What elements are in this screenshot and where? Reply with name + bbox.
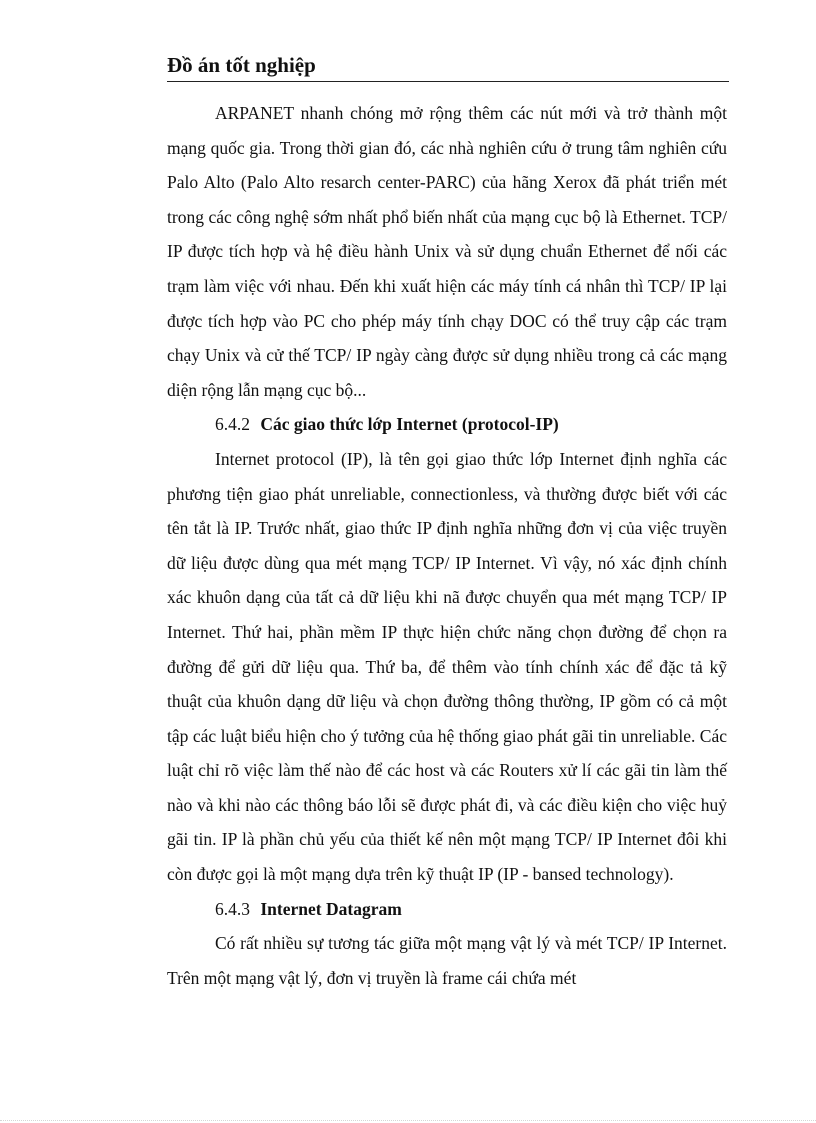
page-header-title: Đồ án tốt nghiệp (167, 53, 316, 77)
paragraph-internet-protocol: Internet protocol (IP), là tên gọi giao thức lớp Internet định nghĩa các phương tiện giao phát unreliable, connectionless, và thường được biết với các tên tắt là IP. Trước nhất, giao thức IP định nghĩa những đơn vị của việc truyền dữ liệu được dùng qua mét mạng TCP/ IP Internet. Vì vậy, nó xác định chính xác khuôn dạng của tất cả dữ liệu khi nã được chuyển qua mét mạng TCP/ IP Internet. Thứ hai, phần mềm IP thực hiện chức năng chọn đường để chọn ra đường để gửi dữ liệu qua. Thứ ba, để thêm vào tính chính xác để đặc tả kỹ thuật của khuôn dạng dữ liệu và chọn đường thông thường, IP gồm có cả một tập các luật biểu hiện cho ý tưởng của hệ thống giao phát gãi tin unreliable. Các luật chỉ rõ việc làm thế nào để các host và các Routers xử lí các gãi tin làm thế nào và khi nào các thông báo lỗi sẽ được phát đi, và các điều kiện cho việc huỷ gãi tin. IP là phần chủ yếu của thiết kế nên một mạng TCP/ IP Internet đôi khi còn được gọi là một mạng dựa trên kỹ thuật IP (IP - bansed technology). (167, 448, 727, 885)
section-title: Internet Datagram (260, 898, 402, 919)
section-number: 6.4.2 (215, 414, 250, 435)
header-divider (167, 81, 729, 82)
section-title: Các giao thức lớp Internet (protocol-IP) (260, 414, 559, 435)
section-heading-6-4-3 (167, 892, 727, 927)
document-body (167, 96, 727, 995)
section-number: 6.4.3 (215, 898, 250, 919)
paragraph-arpanet: ARPANET nhanh chóng mở rộng thêm các nút mới và trở thành một mạng quốc gia. Trong thời gian đó, các nhà nghiên cứu ở trung tâm nghiên cứu Palo Alto (Palo Alto resarch center-PARC) của hãng Xerox đã phát triển mét trong các công nghệ sớm nhất phổ biến nhất của mạng cục bộ là Ethernet. TCP/ IP được tích hợp và hệ điều hành Unix và sử dụng chuẩn Ethernet để nối các trạm làm việc với nhau. Đến khi xuất hiện các máy tính cá nhân thì TCP/ IP lại được tích hợp vào PC cho phép máy tính chạy DOC có thể truy cập các trạm chạy Unix và cử thế TCP/ IP ngày càng được sử dụng nhiều trong cả các mạng diện rộng lẫn mạng cục bộ... (167, 103, 727, 400)
paragraph-internet-datagram: Có rất nhiều sự tương tác giữa một mạng vật lý và mét TCP/ IP Internet. Trên một mạng vật lý, đơn vị truyền là frame cái chứa mét (167, 933, 727, 988)
page-bottom-border (0, 1120, 816, 1121)
section-heading-6-4-2 (167, 407, 727, 442)
